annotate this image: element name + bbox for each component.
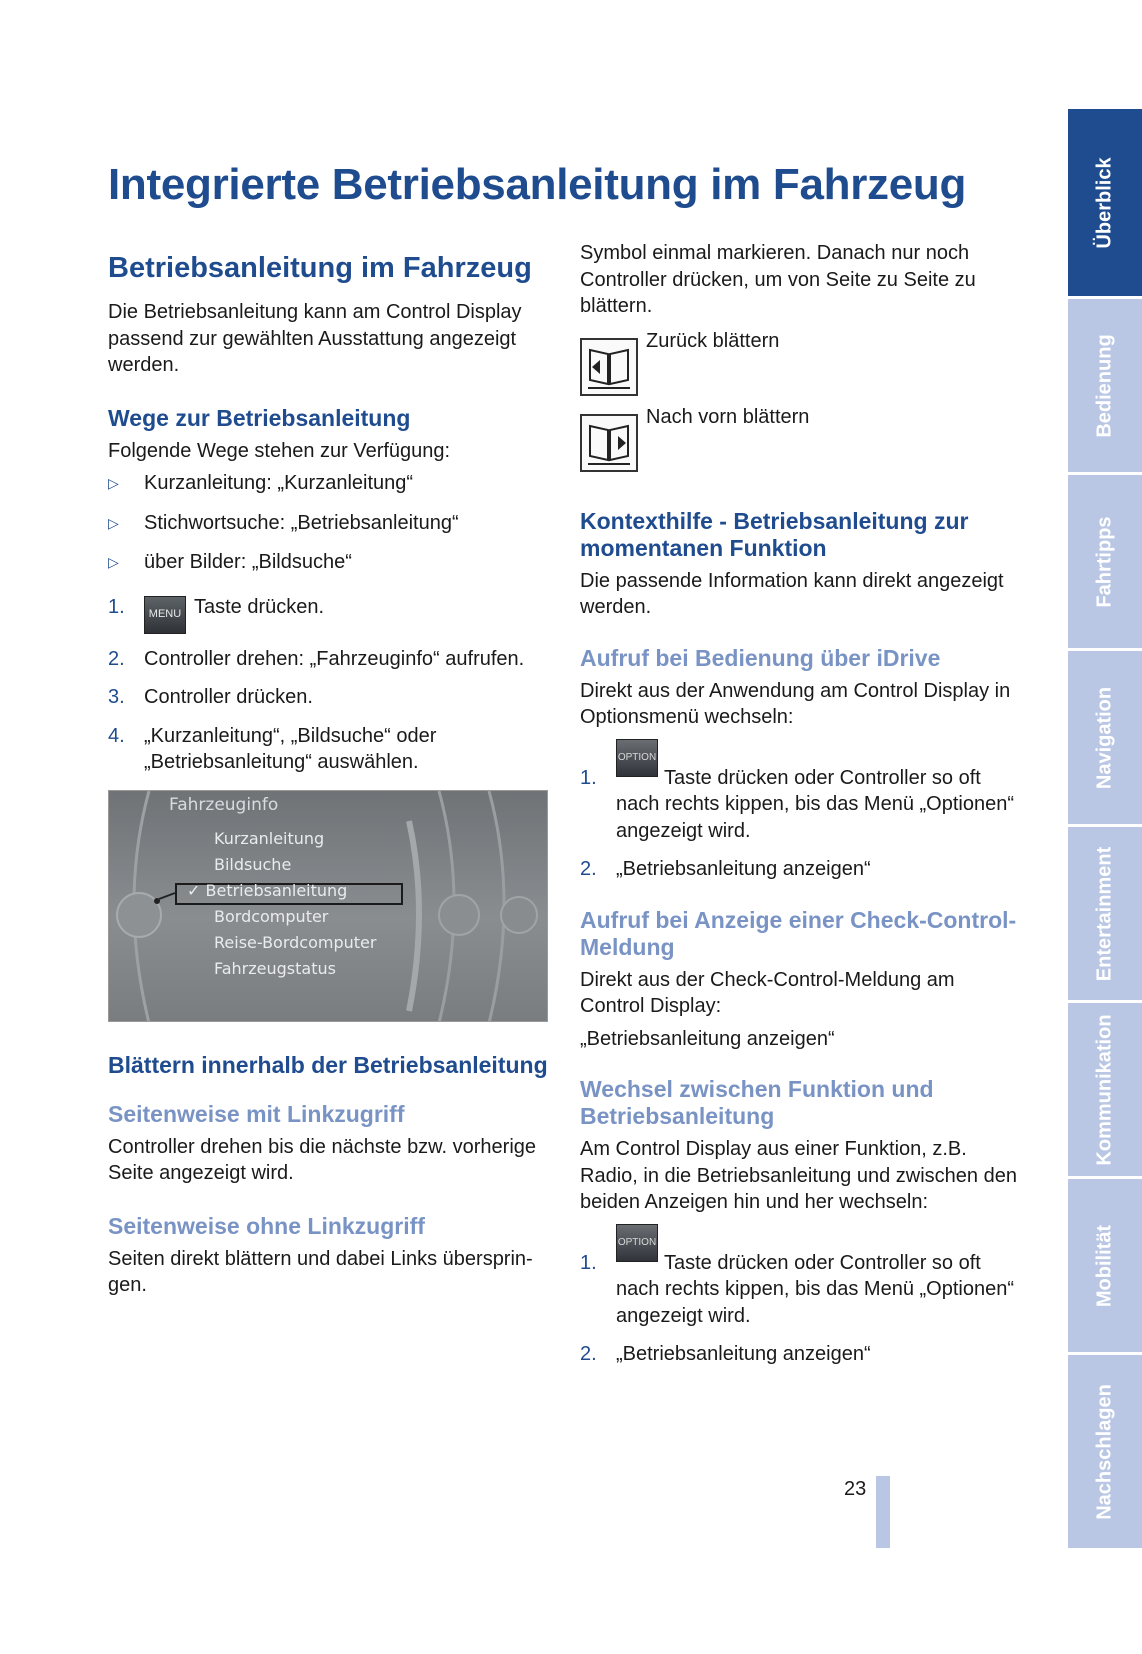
menu-item: Reise-Bordcomputer xyxy=(214,932,377,952)
step-item: 3. Controller drücken. xyxy=(108,686,313,708)
menu-item: Kurzanleitung xyxy=(214,828,325,848)
list-item: ▷ Kurzanleitung: „Kurzanleitung“ xyxy=(108,470,548,497)
wege-intro: Folgende Wege stehen zur Verfügung: xyxy=(108,439,451,462)
tab-ueberblick[interactable]: Überblick xyxy=(1068,106,1142,296)
wechsel-text: Am Control Display aus einer Funktion, z.B. Radio, in die Betriebsanleitung und zwischen den beiden Anzeigen hin und her wechseln: xyxy=(580,1138,1017,1213)
page-marker-bar xyxy=(876,1476,890,1548)
page-forward-icon xyxy=(580,414,638,472)
tab-nachschlagen[interactable]: Nachschlagen xyxy=(1068,1352,1142,1548)
menu-item-selected: ✓ Betriebsanleitung xyxy=(187,880,348,900)
mit-text: Controller drehen bis die nächste bzw. vorherige Seite angezeigt wird. xyxy=(108,1135,537,1184)
right-column xyxy=(580,240,1020,1368)
page-title: Integrierte Betriebsanleitung im Fahrzeug xyxy=(108,160,967,209)
tab-kommunikation[interactable]: Kommunikation xyxy=(1068,1000,1142,1176)
heading-check-control: Aufruf bei Anzeige einer Check-Control-Meldung xyxy=(580,906,1017,960)
tab-fahrtipps[interactable]: Fahrtipps xyxy=(1068,472,1142,648)
menu-button-icon: MENU xyxy=(144,596,186,634)
heading-ohne-linkzugriff: Seitenweise ohne Linkzugriff xyxy=(108,1212,425,1239)
option-button-icon: OPTION xyxy=(616,739,658,777)
tab-entertainment[interactable]: Entertainment xyxy=(1068,824,1142,1000)
check-text: Direkt aus der Check-Control-Meldung am Control Display: xyxy=(580,968,955,1017)
step-item: 1. OPTION Taste drücken oder Controller so oft nach rechts kippen, bis das Menü „Optionen“ angezeigt wird. xyxy=(580,765,1020,845)
heading-wege: Wege zur Betriebsanleitung xyxy=(108,404,411,431)
step-item: 2. Controller drehen: „Fahrzeuginfo“ aufrufen. xyxy=(108,647,525,670)
menu-item: Fahrzeugstatus xyxy=(214,958,336,978)
step-item: 4. „Kurzanleitung“, „Bildsuche“ oder „Betriebsanleitung“ auswählen. xyxy=(108,724,437,773)
symbol-text: Symbol einmal markieren. Danach nur noch Controller drücken, um von Seite zu Seite zu blättern. xyxy=(580,242,976,317)
triangle-bullet-icon: ▷ xyxy=(108,554,119,570)
triangle-bullet-icon: ▷ xyxy=(108,514,119,531)
option-button-icon: OPTION xyxy=(616,1224,658,1262)
idrive-text: Direkt aus der Anwendung am Control Display in Optionsmenü wechseln: xyxy=(580,679,1011,728)
step-item: 2. „Betriebsanleitung anzeigen“ xyxy=(580,858,871,880)
heading-mit-linkzugriff: Seitenweise mit Linkzugriff xyxy=(108,1100,405,1127)
tab-navigation[interactable]: Navigation xyxy=(1068,648,1142,824)
display-frame-decoration xyxy=(109,791,548,1022)
heading-blaettern: Blättern innerhalb der Betriebsanleitung xyxy=(108,1051,548,1078)
intro-text: Die Betriebsanleitung kann am Control Display passend zur gewählten Ausstattung angezeigt werden. xyxy=(108,301,522,376)
left-column xyxy=(108,252,548,1299)
forward-row xyxy=(580,405,1020,478)
section-heading-main: Betriebsanleitung im Fahrzeug xyxy=(108,252,532,284)
menu-item: Bildsuche xyxy=(214,854,292,874)
check-text-2: „Betriebsanleitung anzeigen“ xyxy=(580,1027,835,1050)
kontext-text: Die passende Information kann direkt angezeigt werden. xyxy=(580,569,1004,618)
step-item: 1. OPTION Taste drücken oder Controller so oft nach rechts kippen, bis das Menü „Optionen“ angezeigt wird. xyxy=(580,1250,1020,1330)
heading-kontexthilfe: Kontexthilfe - Betriebsanleitung zur momentanen Funktion xyxy=(580,507,969,561)
back-label: Zurück blättern xyxy=(646,329,780,352)
step-item: 2. „Betriebsanleitung anzeigen“ xyxy=(580,1343,871,1365)
list-item: ▷ über Bilder: „Bildsuche“ xyxy=(108,549,548,576)
tab-mobilitaet[interactable]: Mobilität xyxy=(1068,1176,1142,1352)
step-item: 1. MENU Taste drücken. xyxy=(108,594,548,634)
heading-wechsel: Wechsel zwischen Funktion und Betriebsanleitung xyxy=(580,1076,934,1129)
forward-label: Nach vorn blättern xyxy=(646,405,810,428)
menu-item: Bordcomputer xyxy=(214,906,329,926)
heading-idrive: Aufruf bei Bedienung über iDrive xyxy=(580,644,941,671)
page-number: 23 xyxy=(844,1478,867,1500)
back-row xyxy=(580,329,1020,402)
page-back-icon xyxy=(580,338,638,396)
ohne-text: Seiten direkt blättern und dabei Links übersprin- gen. xyxy=(108,1247,533,1296)
triangle-bullet-icon: ▷ xyxy=(108,475,119,491)
control-display-screenshot xyxy=(108,790,548,1022)
screen-header: Fahrzeuginfo xyxy=(169,794,279,815)
list-item: ▷ Stichwortsuche: „Betriebsanleitung“ xyxy=(108,510,548,537)
tab-bedienung[interactable]: Bedienung xyxy=(1068,296,1142,472)
